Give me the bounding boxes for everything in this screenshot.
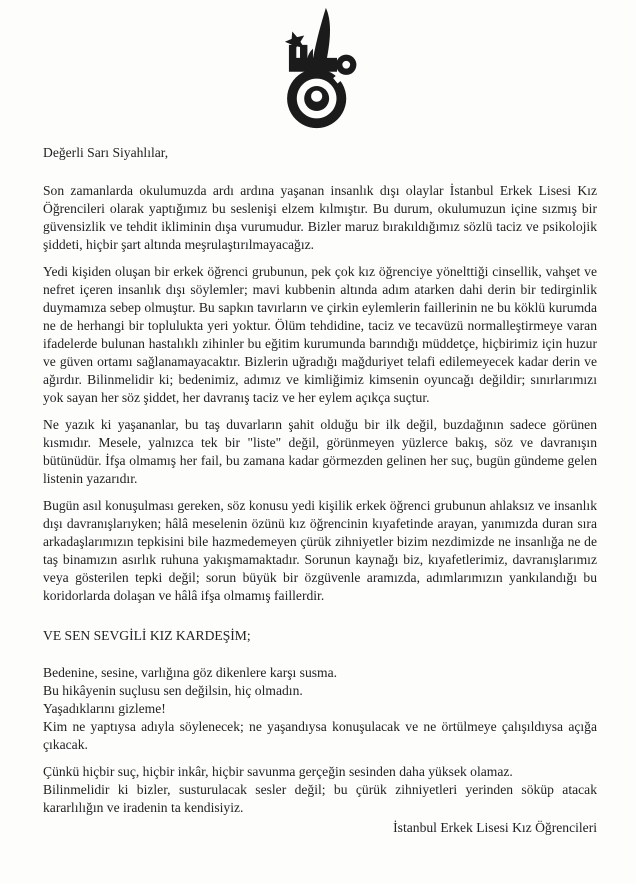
signature: İstanbul Erkek Lisesi Kız Öğrencileri	[393, 820, 597, 835]
sister-line-1: Bedenine, sesine, varlığına göz dikenlere karşı susma.	[43, 665, 338, 680]
closing-line-1: Çünkü hiçbir suç, hiçbir inkâr, hiçbir savunma gerçeğin sesinden daha yüksek olamaz.	[43, 764, 513, 779]
section-header: VE SEN SEVGİLİ KIZ KARDEŞİM;	[43, 628, 251, 643]
paragraph-3: Ne yazık ki yaşananlar, bu taş duvarların şahit olduğu bir ilk değil, buzdağının sadece görünen kısmıdır. Mesele, yalnızca tek bir "liste" değil, görünmeyen yüzlerce bakış, söz ve davranışın bütünüdür. İfşa olmamış her fail, bu zamana kadar görmezden gelinen her suç, bugün gündeme gelen listenin yazarıdır.	[43, 417, 597, 486]
sister-line-3: Yaşadıklarını gizleme!	[43, 701, 166, 716]
closing-line-2: Bilinmelidir ki bizler, susturulacak sesler değil; bu çürük zihniyetleri yerinden söküp atacak kararlılığın ve iradenin ta kendisiyiz.	[43, 782, 597, 815]
sister-line-4: Kim ne yaptıysa adıyla söylenecek; ne yaşandıysa konuşulacak ve ne örtülmeye çalışıldıysa açığa çıkacak.	[43, 719, 597, 752]
greeting: Değerli Sarı Siyahlılar,	[43, 145, 169, 160]
paragraph-2: Yedi kişiden oluşan bir erkek öğrenci grubunun, pek çok kız öğrenciye yönelttiği cinsellik, vahşet ve nefret içeren insanlık dışı söylemler; mavi kubbenin altında adım atarken dahi derin bir tedirginlik duymamıza sebep olmuştur. Bu sapkın tavırların ve çirkin eylemlerin faillerinin ne bu köklü kurumda ne de herhangi bir toplulukta yeri yoktur. Ölüm tehdidine, taciz ve tecavüzü normalleştirmeye varan ifadelerde bulunan hastalıklı zihinler bu eğitim kurumunda barındığı müddetçe, hiçbirimiz için huzur ve güven ortamı sağlanamayacaktır. Bizlerin uğradığı mağduriyet telafi edilemeyecek kadar derin ve ağırdır. Bilinmelidir ki; bedenimiz, adımız ve kimliğimiz kimsenin oyuncağı değildir; sınırlarımızı yok sayan her söz şiddet, her davranış taciz ve her eylem açıkça suçtur.	[43, 264, 597, 405]
sister-line-2: Bu hikâyenin suçlusu sen değilsin, hiç olmadın.	[43, 683, 303, 698]
school-logo	[0, 0, 636, 129]
paragraph-4: Bugün asıl konuşulması gereken, söz konusu yedi kişilik erkek öğrenci grubunun ahlaksız ve insanlık dışı davranışlarıyken; hâlâ meselenin özünü kız öğrencinin kıyafetinde arayan, yanımızda duran sıra arkadaşlarımızın tepkisini bile hazmedemeyen çürük zihniyetler bizim nezdimizde ne insanlığa ne de taş binamızın asırlık ruhuna yakışmamaktadır. Sorunun kaynağı biz, kıyafetlerimiz, davranışlarımız veya gösterilen tepki değil; sorun büyük bir özgüvenle aramızda, adımlarımızın yankılandığı bu koridorlarda dolaşan ve hâlâ ifşa olmamış faillerdir.	[43, 498, 597, 603]
paragraph-1: Son zamanlarda okulumuzda ardı ardına yaşanan insanlık dışı olaylar İstanbul Erkek Lisesi Kız Öğrencileri olarak yaptığımız bu seslenişi elzem kılmıştır. Bu durum, okulumuzun içine sızmış bir güvensizlik ve tehdit ikliminin dışa vurumudur. Bizler maruz bırakıldığımız sözlü taciz ve psikolojik şiddeti, hiçbir şart altında meşrulaştırılmayacağız.	[43, 183, 597, 252]
school-emblem-icon	[274, 7, 363, 129]
letter-body	[0, 144, 636, 837]
